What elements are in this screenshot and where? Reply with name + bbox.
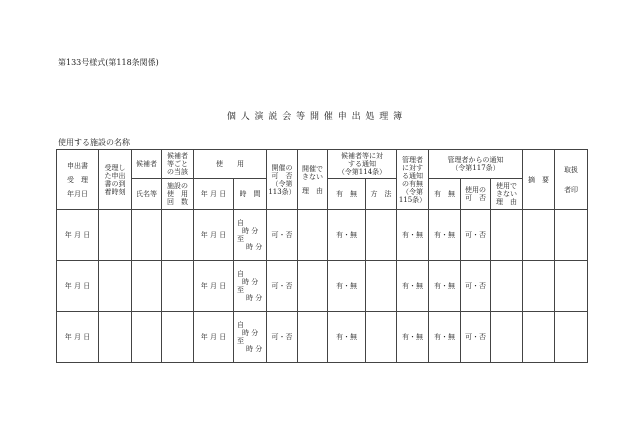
use-ok-cell[interactable]: 可・否	[461, 312, 491, 363]
manager-notice-cell[interactable]: 有・無	[397, 261, 429, 312]
use-count-cell[interactable]	[162, 261, 194, 312]
candidate-name-cell[interactable]	[132, 261, 162, 312]
header-notice-to-candidate: 候補者等に対 する通知 （令第114条）	[328, 150, 397, 179]
handler-seal-cell[interactable]	[555, 210, 588, 261]
table-row	[57, 261, 588, 312]
header-notice-from-manager: 管理者からの通知 （令第117条）	[429, 150, 523, 179]
holding-ok-cell[interactable]: 可・否	[267, 261, 298, 312]
header-presence: 有 無	[328, 179, 366, 210]
use-count-cell[interactable]	[162, 312, 194, 363]
document-title: 個 人 演 説 会 等 開 催 申 出 処 理 簿	[226, 112, 404, 122]
manager-notice-cell[interactable]: 有・無	[397, 312, 429, 363]
summary-cell[interactable]	[523, 261, 555, 312]
use-date-cell[interactable]: 年 月 日	[194, 312, 234, 363]
header-use-time: 時 間	[234, 179, 267, 210]
header-manager-presence: 有 無	[429, 179, 461, 210]
facility-name-label: 使用する施設の名称	[58, 138, 130, 147]
header-summary: 摘 要	[523, 150, 555, 210]
holding-ok-cell[interactable]: 可・否	[267, 312, 298, 363]
header-method: 方 法	[366, 179, 397, 210]
header-use-count: 施設の 使 用 回 数	[162, 179, 194, 210]
from-manager-cell[interactable]: 有・無	[429, 210, 461, 261]
cannot-use-reason-cell[interactable]	[491, 210, 523, 261]
candidate-name-cell[interactable]	[132, 312, 162, 363]
cannot-use-reason-cell[interactable]	[491, 261, 523, 312]
header-per-candidate: 候補者 等ごと の当該	[162, 150, 194, 179]
notice-presence-cell[interactable]: 有・無	[328, 210, 366, 261]
header-candidate-name: 氏名等	[132, 179, 162, 210]
receipt-date-cell[interactable]: 年 月 日	[57, 210, 99, 261]
candidate-name-cell[interactable]	[132, 210, 162, 261]
cannot-use-reason-cell[interactable]	[491, 312, 523, 363]
use-count-cell[interactable]	[162, 210, 194, 261]
use-ok-cell[interactable]: 可・否	[461, 261, 491, 312]
header-holding-ok: 開催の 可 否 （令第 113条）	[267, 150, 298, 210]
use-time-cell[interactable]: 自 時 分 至 時 分	[234, 312, 267, 363]
manager-notice-cell[interactable]: 有・無	[397, 210, 429, 261]
table-row	[57, 312, 588, 363]
header-arrival-time: 受理し た申出 書の到 着時刻	[99, 150, 132, 210]
holding-ok-cell[interactable]: 可・否	[267, 210, 298, 261]
header-receipt-date: 申出書 受 理 年月日	[57, 150, 99, 210]
header-row	[57, 150, 588, 179]
header-cannot-hold-reason: 開催で きない 理 由	[298, 150, 328, 210]
from-manager-cell[interactable]: 有・無	[429, 261, 461, 312]
use-date-cell[interactable]: 年 月 日	[194, 261, 234, 312]
notice-method-cell[interactable]	[366, 210, 397, 261]
notice-presence-cell[interactable]: 有・無	[328, 261, 366, 312]
handler-seal-cell[interactable]	[555, 312, 588, 363]
summary-cell[interactable]	[523, 210, 555, 261]
notice-method-cell[interactable]	[366, 312, 397, 363]
use-time-cell[interactable]: 自 時 分 至 時 分	[234, 210, 267, 261]
from-manager-cell[interactable]: 有・無	[429, 312, 461, 363]
arrival-time-cell[interactable]	[99, 261, 132, 312]
notice-presence-cell[interactable]: 有・無	[328, 312, 366, 363]
header-candidate: 候補者	[132, 150, 162, 179]
header-use-date: 年 月 日	[194, 179, 234, 210]
use-time-cell[interactable]: 自 時 分 至 時 分	[234, 261, 267, 312]
cannot-hold-reason-cell[interactable]	[298, 312, 328, 363]
receipt-date-cell[interactable]: 年 月 日	[57, 261, 99, 312]
header-notice-to-manager: 管理者 に対す る通知 の有無 （令第 115条）	[397, 150, 429, 210]
notice-method-cell[interactable]	[366, 261, 397, 312]
use-ok-cell[interactable]: 可・否	[461, 210, 491, 261]
header-use: 使 用	[194, 150, 267, 179]
arrival-time-cell[interactable]	[99, 312, 132, 363]
cannot-hold-reason-cell[interactable]	[298, 261, 328, 312]
use-date-cell[interactable]: 年 月 日	[194, 210, 234, 261]
receipt-date-cell[interactable]: 年 月 日	[57, 312, 99, 363]
arrival-time-cell[interactable]	[99, 210, 132, 261]
header-handler-seal: 取扱 者印	[555, 150, 588, 210]
register-table	[56, 149, 588, 363]
summary-cell[interactable]	[523, 312, 555, 363]
header-use-ok: 使用の 可 否	[461, 179, 491, 210]
cannot-hold-reason-cell[interactable]	[298, 210, 328, 261]
form-number: 第133号様式(第118条関係)	[58, 58, 159, 67]
handler-seal-cell[interactable]	[555, 261, 588, 312]
table-row	[57, 210, 588, 261]
header-cannot-use-reason: 使用で きない 理 由	[491, 179, 523, 210]
